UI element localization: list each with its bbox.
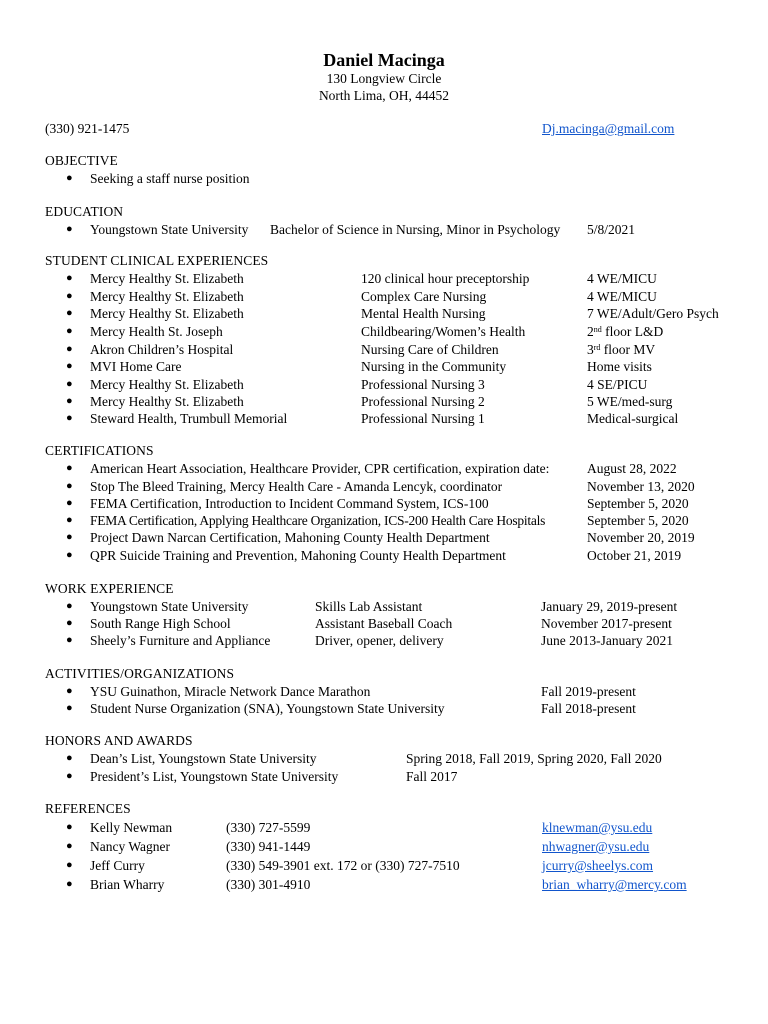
certification-name: American Heart Association, Healthcare Provider, CPR certification, expiration date:	[90, 461, 550, 476]
table-row	[0, 700, 768, 718]
certifications-heading: CERTIFICATIONS	[45, 443, 154, 458]
certification-name: Project Dawn Narcan Certification, Mahoning County Health Department	[90, 530, 490, 545]
clinical-course: Childbearing/Women’s Health	[361, 324, 526, 339]
bullet: ●	[66, 685, 73, 697]
table-row	[0, 683, 768, 701]
work-dates: June 2013-January 2021	[541, 633, 673, 648]
bullet: ●	[66, 752, 73, 764]
clinical-unit: 4 WE/MICU	[587, 271, 657, 286]
table-row	[0, 512, 768, 530]
certification-date: October 21, 2019	[587, 548, 682, 563]
clinical-site: Mercy Healthy St. Elizabeth	[90, 306, 244, 321]
clinical-unit: 4 WE/MICU	[587, 289, 657, 304]
clinical-course: Professional Nursing 1	[361, 411, 485, 426]
work-employer: Youngstown State University	[90, 599, 249, 614]
bullet: ●	[66, 702, 73, 714]
bullet: ●	[66, 360, 73, 372]
table-row	[0, 305, 768, 323]
clinical-unit: 4 SE/PICU	[587, 377, 648, 392]
activity-name: YSU Guinathon, Miracle Network Dance Marathon	[90, 684, 371, 699]
clinical-site: Mercy Health St. Joseph	[90, 324, 223, 339]
work-heading: WORK EXPERIENCE	[45, 581, 174, 596]
table-row	[0, 323, 768, 341]
activities-heading: ACTIVITIES/ORGANIZATIONS	[45, 666, 235, 681]
bullet: ●	[66, 878, 73, 890]
address-street: 130 Longview Circle	[326, 71, 442, 86]
bullet: ●	[66, 770, 73, 782]
activity-dates: Fall 2018-present	[541, 701, 636, 716]
clinical-unit: Medical-surgical	[587, 411, 679, 426]
unit-rest: floor L&D	[601, 324, 664, 339]
clinical-course: Professional Nursing 2	[361, 394, 485, 409]
bullet: ●	[66, 514, 73, 526]
list-item	[0, 170, 768, 188]
clinical-site: MVI Home Care	[90, 359, 182, 374]
table-row	[0, 819, 768, 837]
reference-phone: (330) 727-5599	[226, 820, 311, 835]
clinical-site: Mercy Healthy St. Elizabeth	[90, 377, 244, 392]
certification-name: FEMA Certification, Applying Healthcare Organization, ICS-200 Health Care Hospitals	[90, 513, 546, 528]
work-employer: Sheely’s Furniture and Appliance	[90, 633, 271, 648]
table-row	[0, 598, 768, 616]
table-row	[0, 478, 768, 496]
work-employer: South Range High School	[90, 616, 231, 631]
table-row	[0, 341, 768, 359]
clinical-course: 120 clinical hour preceptorship	[361, 271, 530, 286]
bullet: ●	[66, 531, 73, 543]
list-item	[0, 221, 768, 239]
bullet: ●	[66, 497, 73, 509]
table-row	[0, 547, 768, 565]
bullet: ●	[66, 480, 73, 492]
table-row	[0, 460, 768, 478]
work-dates: January 29, 2019-present	[541, 599, 678, 614]
table-row	[0, 857, 768, 875]
clinical-course: Nursing in the Community	[361, 359, 507, 374]
reference-phone: (330) 301-4910	[226, 877, 311, 892]
bullet: ●	[66, 325, 73, 337]
reference-email-link[interactable]: nhwagner@ysu.edu	[542, 839, 650, 854]
reference-phone: (330) 549-3901 ext. 172 or (330) 727-7510	[226, 858, 460, 873]
certification-name: FEMA Certification, Introduction to Incident Command System, ICS-100	[90, 496, 489, 511]
reference-email-link[interactable]: klnewman@ysu.edu	[542, 820, 653, 835]
bullet: ●	[66, 600, 73, 612]
clinical-site: Steward Health, Trumbull Memorial	[90, 411, 288, 426]
bullet: ●	[66, 462, 73, 474]
unit-rest: floor MV	[600, 342, 656, 357]
objective-heading: OBJECTIVE	[45, 153, 118, 168]
table-row	[0, 529, 768, 547]
table-row	[0, 876, 768, 894]
unit-ordinal: nd	[593, 325, 602, 334]
honor-name: President’s List, Youngstown State University	[90, 769, 339, 784]
clinical-site: Mercy Healthy St. Elizabeth	[90, 289, 244, 304]
education-heading: EDUCATION	[45, 204, 124, 219]
reference-name: Nancy Wagner	[90, 839, 171, 854]
bullet: ●	[66, 549, 73, 561]
table-row	[0, 270, 768, 288]
table-row	[0, 288, 768, 306]
table-row	[0, 358, 768, 376]
clinical-unit: 7 WE/Adult/Gero Psych	[587, 306, 719, 321]
reference-name: Kelly Newman	[90, 820, 173, 835]
honor-terms: Spring 2018, Fall 2019, Spring 2020, Fall 2020	[406, 751, 662, 766]
certification-name: QPR Suicide Training and Prevention, Mahoning County Health Department	[90, 548, 506, 563]
bullet: ●	[66, 378, 73, 390]
clinical-course: Professional Nursing 3	[361, 377, 485, 392]
certification-date: September 5, 2020	[587, 496, 689, 511]
honor-name: Dean’s List, Youngstown State University	[90, 751, 317, 766]
table-row	[0, 393, 768, 411]
table-row	[0, 495, 768, 513]
phone-number: (330) 921-1475	[45, 121, 130, 136]
work-role: Assistant Baseball Coach	[315, 616, 453, 631]
table-row	[0, 376, 768, 394]
clinical-unit: 5 WE/med-surg	[587, 394, 673, 409]
bullet: ●	[66, 272, 73, 284]
reference-email-link[interactable]: brian_wharry@mercy.com	[542, 877, 687, 892]
table-row	[0, 838, 768, 856]
bullet: ●	[66, 821, 73, 833]
reference-name: Jeff Curry	[90, 858, 145, 873]
certification-date: August 28, 2022	[587, 461, 677, 476]
activity-dates: Fall 2019-present	[541, 684, 636, 699]
address-city: North Lima, OH, 44452	[318, 88, 450, 103]
activity-name: Student Nurse Organization (SNA), Youngstown State University	[90, 701, 445, 716]
bullet: ●	[66, 290, 73, 302]
certification-date: November 20, 2019	[587, 530, 695, 545]
bullet: ●	[66, 840, 73, 852]
email-link[interactable]: Dj.macinga@gmail.com	[542, 121, 675, 136]
clinical-heading: STUDENT CLINICAL EXPERIENCES	[45, 253, 269, 268]
clinical-course: Nursing Care of Children	[361, 342, 499, 357]
table-row	[0, 410, 768, 428]
unit-number: 2	[587, 324, 594, 339]
table-row	[0, 615, 768, 633]
work-role: Skills Lab Assistant	[315, 599, 423, 614]
bullet: ●	[66, 343, 73, 355]
table-row	[0, 750, 768, 768]
bullet: ●	[66, 307, 73, 319]
table-row	[0, 632, 768, 650]
bullet: ●	[66, 859, 73, 871]
education-degree: Bachelor of Science in Nursing, Minor in Psychology	[270, 222, 561, 237]
clinical-unit: Home visits	[587, 359, 652, 374]
clinical-site: Mercy Healthy St. Elizabeth	[90, 271, 244, 286]
bullet: ●	[66, 223, 73, 235]
references-heading: REFERENCES	[45, 801, 131, 816]
certification-date: September 5, 2020	[587, 513, 689, 528]
honors-heading: HONORS AND AWARDS	[45, 733, 193, 748]
bullet: ●	[66, 395, 73, 407]
bullet: ●	[66, 617, 73, 629]
unit-number: 3	[587, 342, 594, 357]
reference-email-link[interactable]: jcurry@sheelys.com	[542, 858, 654, 873]
clinical-course: Complex Care Nursing	[361, 289, 487, 304]
certification-date: November 13, 2020	[587, 479, 695, 494]
clinical-unit	[587, 323, 663, 340]
education-school: Youngstown State University	[90, 222, 249, 237]
certification-name: Stop The Bleed Training, Mercy Health Care - Amanda Lencyk, coordinator	[90, 479, 503, 494]
clinical-site: Akron Children’s Hospital	[90, 342, 234, 357]
unit-ordinal: rd	[593, 343, 601, 352]
work-role: Driver, opener, delivery	[315, 633, 444, 648]
clinical-unit	[587, 341, 655, 358]
bullet: ●	[66, 412, 73, 424]
bullet: ●	[66, 634, 73, 646]
work-dates: November 2017-present	[541, 616, 672, 631]
bullet: ●	[66, 172, 73, 184]
applicant-name: Daniel Macinga	[323, 50, 445, 70]
objective-text: Seeking a staff nurse position	[90, 171, 250, 186]
reference-phone: (330) 941-1449	[226, 839, 311, 854]
honor-terms: Fall 2017	[406, 769, 458, 784]
clinical-course: Mental Health Nursing	[361, 306, 486, 321]
reference-name: Brian Wharry	[90, 877, 165, 892]
clinical-site: Mercy Healthy St. Elizabeth	[90, 394, 244, 409]
table-row	[0, 768, 768, 786]
education-date: 5/8/2021	[587, 222, 636, 237]
